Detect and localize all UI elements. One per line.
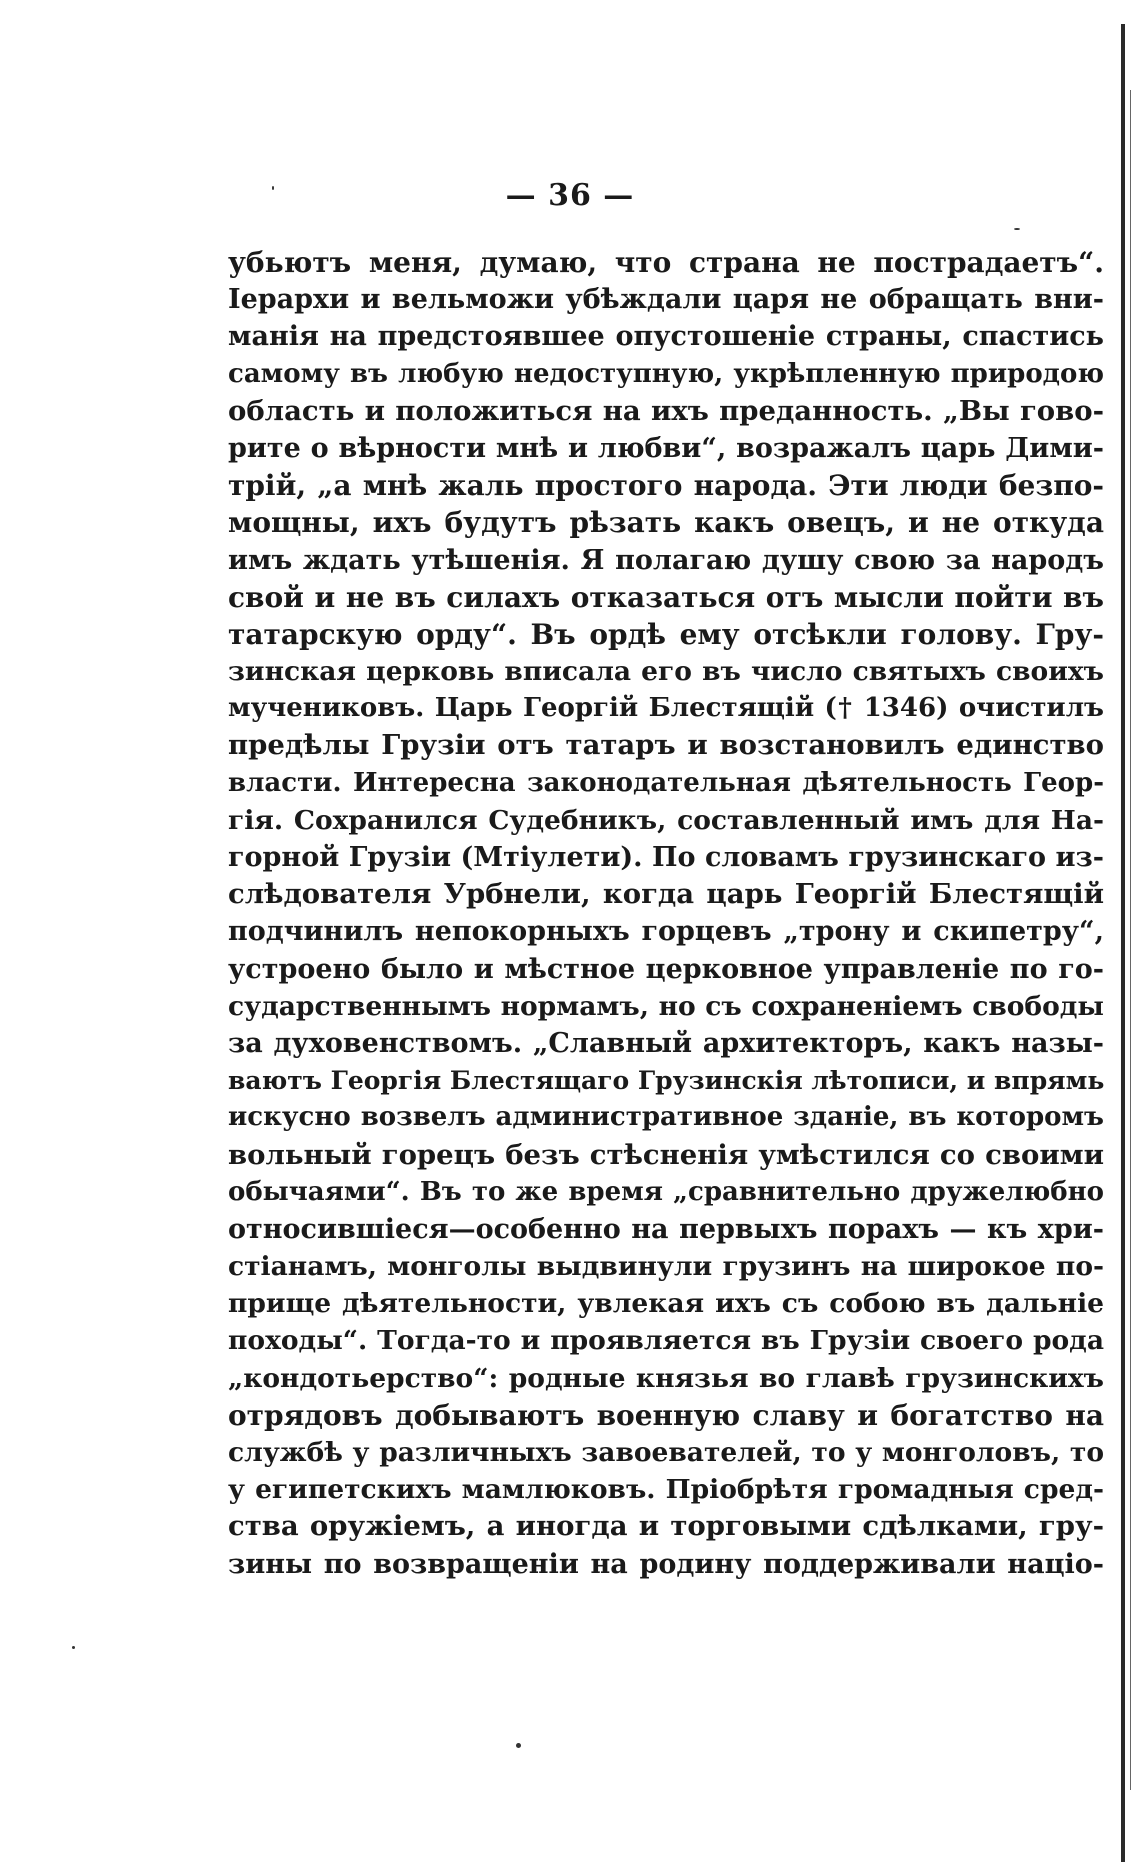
text-line: область и положиться на ихъ преданность. „Вы гово- (228, 394, 1104, 427)
print-speck (1014, 228, 1020, 230)
text-line: службѣ у различныхъ завоевателей, то у монголовъ, то (228, 1437, 1104, 1468)
text-line: ваютъ Георгія Блестящаго Грузинскія лѣтописи, и впрямь (228, 1066, 1104, 1096)
text-line: подчинилъ непокорныхъ горцевъ „трону и скипетру“, (228, 916, 1104, 948)
text-line: власти. Интересна законодательная дѣятельность Геор- (228, 767, 1104, 798)
text-line: гія. Сохранился Судебникъ, составленный имъ для На- (228, 804, 1104, 836)
text-line: горной Грузіи (Мтіулети). По словамъ грузинскаго из- (228, 842, 1104, 873)
text-line: сударственнымъ нормамъ, но съ сохраненіемъ свободы (228, 990, 1104, 1022)
page-edge-line-thin (1130, 90, 1131, 1790)
page-number: — 36 — (505, 178, 635, 213)
text-line: искусно возвелъ административное зданіе, въ которомъ (228, 1102, 1104, 1133)
text-line: мучениковъ. Царь Георгій Блестящій († 1346) очистилъ (228, 693, 1104, 724)
text-line: стіанамъ, монголы выдвинули грузинъ на широкое по- (228, 1251, 1104, 1283)
print-speck (72, 1646, 75, 1649)
text-line: предѣлы Грузіи отъ татаръ и возстановилъ единство (228, 729, 1104, 762)
text-line: ства оружіемъ, а иногда и торговыми сдѣлками, гру- (228, 1510, 1104, 1543)
text-line: походы“. Тогда-то и проявляется въ Грузіи своего рода (228, 1325, 1104, 1357)
text-line: трій, „а мнѣ жаль простого народа. Эти люди безпо- (228, 469, 1104, 503)
print-speck (272, 186, 274, 190)
text-line: вольный горецъ безъ стѣсненія умѣстился со своими (228, 1138, 1104, 1171)
text-line: зинская церковь вписала его въ число святыхъ своихъ (228, 656, 1104, 688)
text-line: относившіеся—особенно на первыхъ порахъ — къ хри- (228, 1213, 1104, 1245)
text-line: зины по возвращеніи на родину поддерживали націо- (228, 1548, 1104, 1580)
text-line: обычаями“. Въ то же время „сравнительно дружелюбно (228, 1176, 1104, 1207)
text-line: „кондотьерство“: родные князья во главѣ грузинскихъ (228, 1362, 1104, 1394)
text-line: татарскую орду“. Въ ордѣ ему отсѣкли голову. Гру- (228, 617, 1104, 651)
text-line: свой и не въ силахъ отказаться отъ мысли пойти въ (228, 580, 1104, 614)
text-line: мощны, ихъ будутъ рѣзать какъ овецъ, и не откуда (228, 506, 1104, 540)
text-line: имъ ждать утѣшенія. Я полагаю душу свою за народъ (228, 544, 1104, 576)
text-line: отрядовъ добываютъ военную славу и богатство на (228, 1398, 1104, 1432)
text-line: у египетскихъ мамлюковъ. Пріобрѣтя громадныя сред- (228, 1474, 1104, 1506)
text-line: манія на предстоявшее опустошеніе страны, спастись (228, 321, 1104, 353)
text-line: устроено было и мѣстное церковное управленіе по го- (228, 953, 1104, 985)
text-line: прище дѣятельности, увлекая ихъ съ собою въ дальніе (228, 1288, 1104, 1320)
page-edge-line (1121, 24, 1125, 1862)
text-line: рите о вѣрности мнѣ и любви“, возражалъ царь Дими- (228, 432, 1104, 464)
text-line: Іерархи и вельможи убѣждали царя не обращать вни- (228, 284, 1104, 316)
text-line: убьютъ меня, думаю, что страна не пострадаетъ“. (228, 246, 1104, 279)
page-text (228, 244, 1104, 1583)
text-line: за духовенствомъ. „Славный архитекторъ, какъ назы- (228, 1027, 1104, 1059)
text-line: слѣдователя Урбнели, когда царь Георгій Блестящій (228, 878, 1104, 911)
text-line: самому въ любую недоступную, укрѣпленную природою (228, 358, 1104, 389)
print-speck (516, 1743, 521, 1748)
